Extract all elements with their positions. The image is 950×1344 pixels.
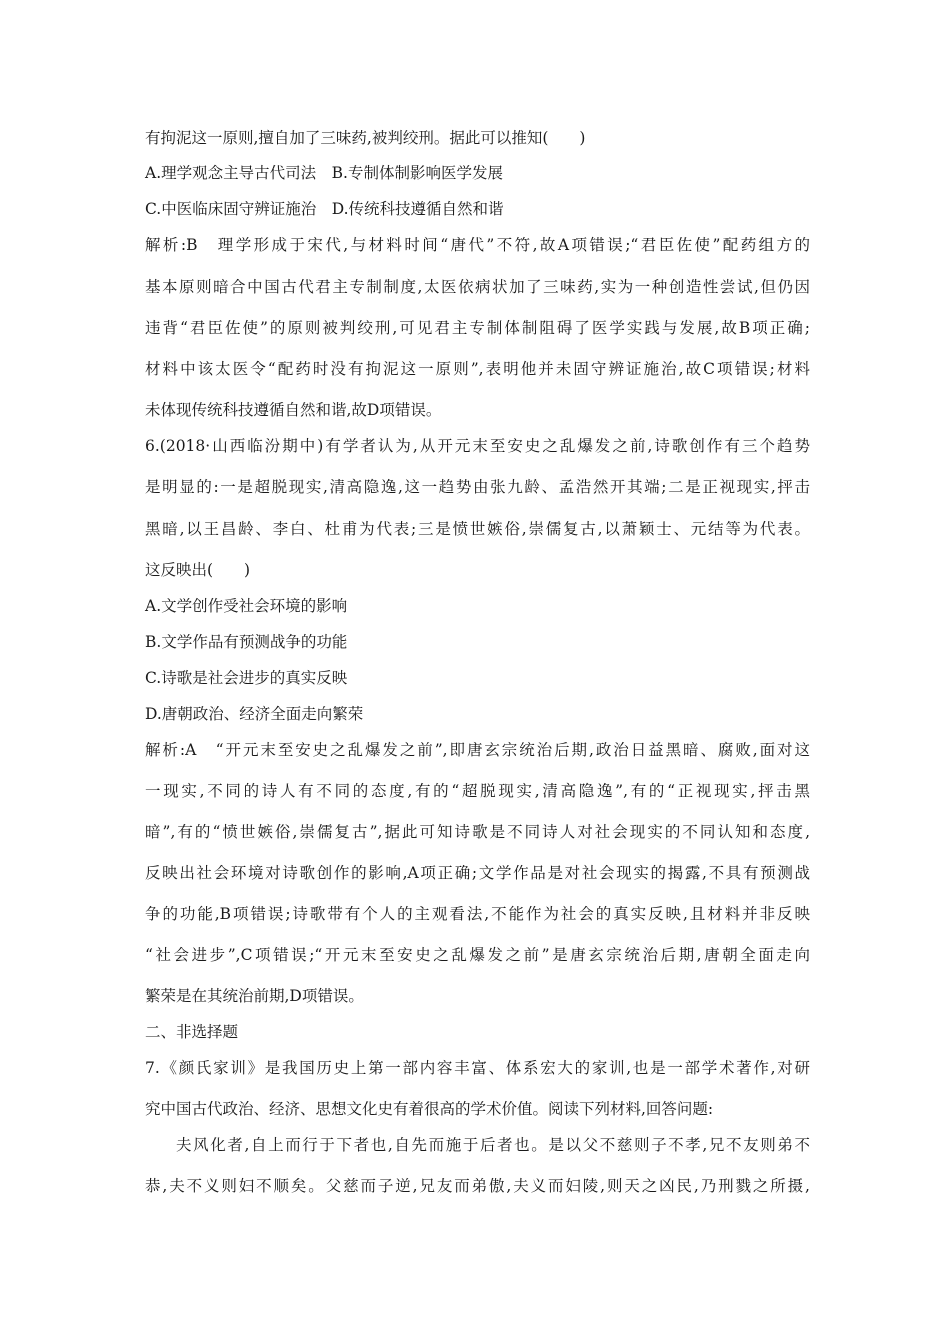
- question-line: 是明显的:一是超脱现实,清高隐逸,这一趋势由张九龄、孟浩然开其端;二是正视现实,抨击: [145, 478, 810, 496]
- option-line: A.文学创作受社会环境的影响: [145, 597, 348, 615]
- question-line: 究中国古代政治、经济、思想文化史有着很高的学术价值。阅读下列材料,回答问题:: [145, 1100, 714, 1118]
- analysis-line: 一现实,不同的诗人有不同的态度,有的“超脱现实,清高隐逸”,有的“正视现实,抨击黑: [145, 782, 810, 800]
- analysis-line: 违背“君臣佐使”的原则被判绞刑,可见君主专制体制阻碍了医学实践与发展,故B项正确;: [145, 319, 810, 337]
- analysis-line: 争的功能,B项错误;诗歌带有个人的主观看法,不能作为社会的真实反映,且材料并非反映: [145, 905, 810, 923]
- analysis-line: 解析:B 理学形成于宋代,与材料时间“唐代”不符,故A项错误;“君臣佐使”配药组方的: [145, 236, 810, 254]
- question-line: 7.《颜氏家训》是我国历史上第一部内容丰富、体系宏大的家训,也是一部学术著作,对研: [145, 1059, 810, 1077]
- analysis-line: 材料中该太医令“配药时没有拘泥这一原则”,表明他并未固守辨证施治,故C项错误;材料: [145, 360, 810, 378]
- analysis-line: “社会进步”,C项错误;“开元末至安史之乱爆发之前”是唐玄宗统治后期,唐朝全面走向: [145, 946, 810, 964]
- option-line: C.中医临床固守辨证施治 D.传统科技遵循自然和谐: [145, 200, 504, 218]
- quote-line: 恭,夫不义则妇不顺矣。父慈而子逆,兄友而弟傲,夫义而妇陵,则天之凶民,乃刑戮之所摄,: [145, 1177, 810, 1195]
- section-heading: 二、非选择题: [145, 1023, 239, 1041]
- question-line: 这反映出( ): [145, 561, 251, 579]
- analysis-line: 未体现传统科技遵循自然和谐,故D项错误。: [145, 401, 442, 419]
- text-line: 有拘泥这一原则,擅自加了三味药,被判绞刑。据此可以推知( ): [145, 129, 586, 147]
- analysis-line: 反映出社会环境对诗歌创作的影响,A项正确;文学作品是对社会现实的揭露,不具有预测战: [145, 864, 810, 882]
- option-line: B.文学作品有预测战争的功能: [145, 633, 348, 651]
- question-line: 黑暗,以王昌龄、李白、杜甫为代表;三是愤世嫉俗,崇儒复古,以萧颖士、元结等为代表。: [145, 520, 810, 538]
- option-line: C.诗歌是社会进步的真实反映: [145, 669, 348, 687]
- question-line: 6.(2018·山西临汾期中)有学者认为,从开元末至安史之乱爆发之前,诗歌创作有三个趋势: [145, 437, 810, 455]
- option-line: D.唐朝政治、经济全面走向繁荣: [145, 705, 364, 723]
- option-line: A.理学观念主导古代司法 B.专制体制影响医学发展: [145, 164, 503, 182]
- analysis-line: 暗”,有的“愤世嫉俗,崇儒复古”,据此可知诗歌是不同诗人对社会现实的不同认知和态度,: [145, 823, 810, 841]
- analysis-line: 繁荣是在其统治前期,D项错误。: [145, 987, 364, 1005]
- analysis-line: 解析:A “开元末至安史之乱爆发之前”,即唐玄宗统治后期,政治日益黑暗、腐败,面对这: [145, 741, 810, 759]
- analysis-line: 基本原则暗合中国古代君主专制制度,太医依病状加了三味药,实为一种创造性尝试,但仍因: [145, 278, 810, 296]
- quote-line: 夫风化者,自上而行于下者也,自先而施于后者也。是以父不慈则子不孝,兄不友则弟不: [176, 1136, 810, 1154]
